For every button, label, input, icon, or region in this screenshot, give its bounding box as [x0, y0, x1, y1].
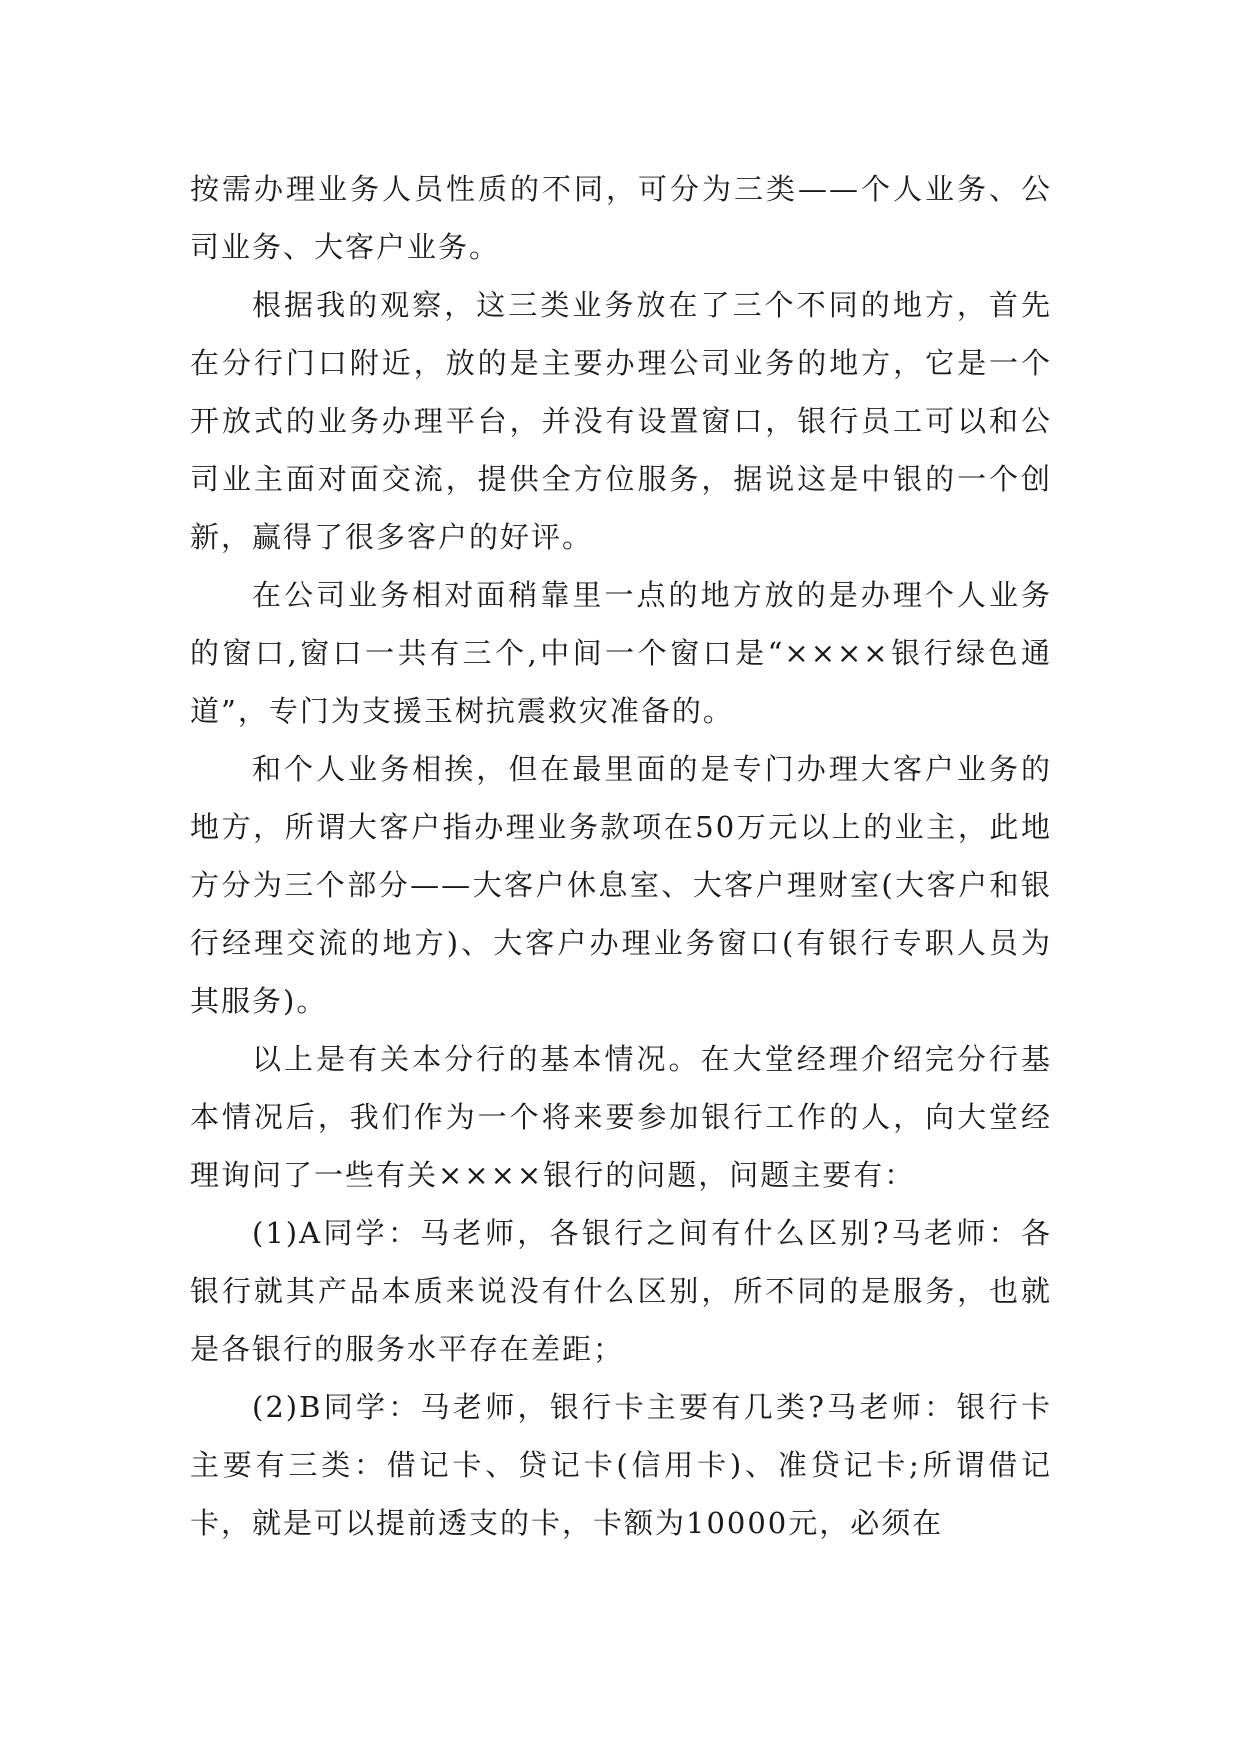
paragraph-7: (2)B同学：马老师，银行卡主要有几类?马老师：银行卡主要有三类：借记卡、贷记卡(信用卡)、准贷记卡;所谓借记卡，就是可以提前透支的卡，卡额为10000元，必须在	[190, 1390, 1052, 1540]
paragraph-2: 根据我的观察，这三类业务放在了三个不同的地方，首先在分行门口附近，放的是主要办理公司业务的地方，它是一个开放式的业务办理平台，并没有设置窗口，银行员工可以和公司业主面对面交流，提供全方位服务，据说这是中银的一个创新，赢得了很多客户的好评。	[190, 288, 1052, 554]
paragraph-6: (1)A同学：马老师，各银行之间有什么区别?马老师：各银行就其产品本质来说没有什么区别，所不同的是服务，也就是各银行的服务水平存在差距；	[190, 1216, 1052, 1366]
paragraph-3: 在公司业务相对面稍靠里一点的地方放的是办理个人业务的窗口,窗口一共有三个,中间一个窗口是“××××银行绿色通道”，专门为支援玉树抗震救灾准备的。	[190, 578, 1052, 728]
paragraph-1: 按需办理业务人员性质的不同，可分为三类——个人业务、公司业务、大客户业务。	[190, 172, 1052, 264]
paragraph-5: 以上是有关本分行的基本情况。在大堂经理介绍完分行基本情况后，我们作为一个将来要参加银行工作的人，向大堂经理询问了一些有关××××银行的问题，问题主要有：	[190, 1042, 1052, 1192]
document-body	[190, 160, 1052, 1552]
paragraph-4: 和个人业务相挨，但在最里面的是专门办理大客户业务的地方，所谓大客户指办理业务款项在50万元以上的业主，此地方分为三个部分——大客户休息室、大客户理财室(大客户和银行经理交流的地方)、大客户办理业务窗口(有银行专职人员为其服务)。	[190, 752, 1052, 1018]
